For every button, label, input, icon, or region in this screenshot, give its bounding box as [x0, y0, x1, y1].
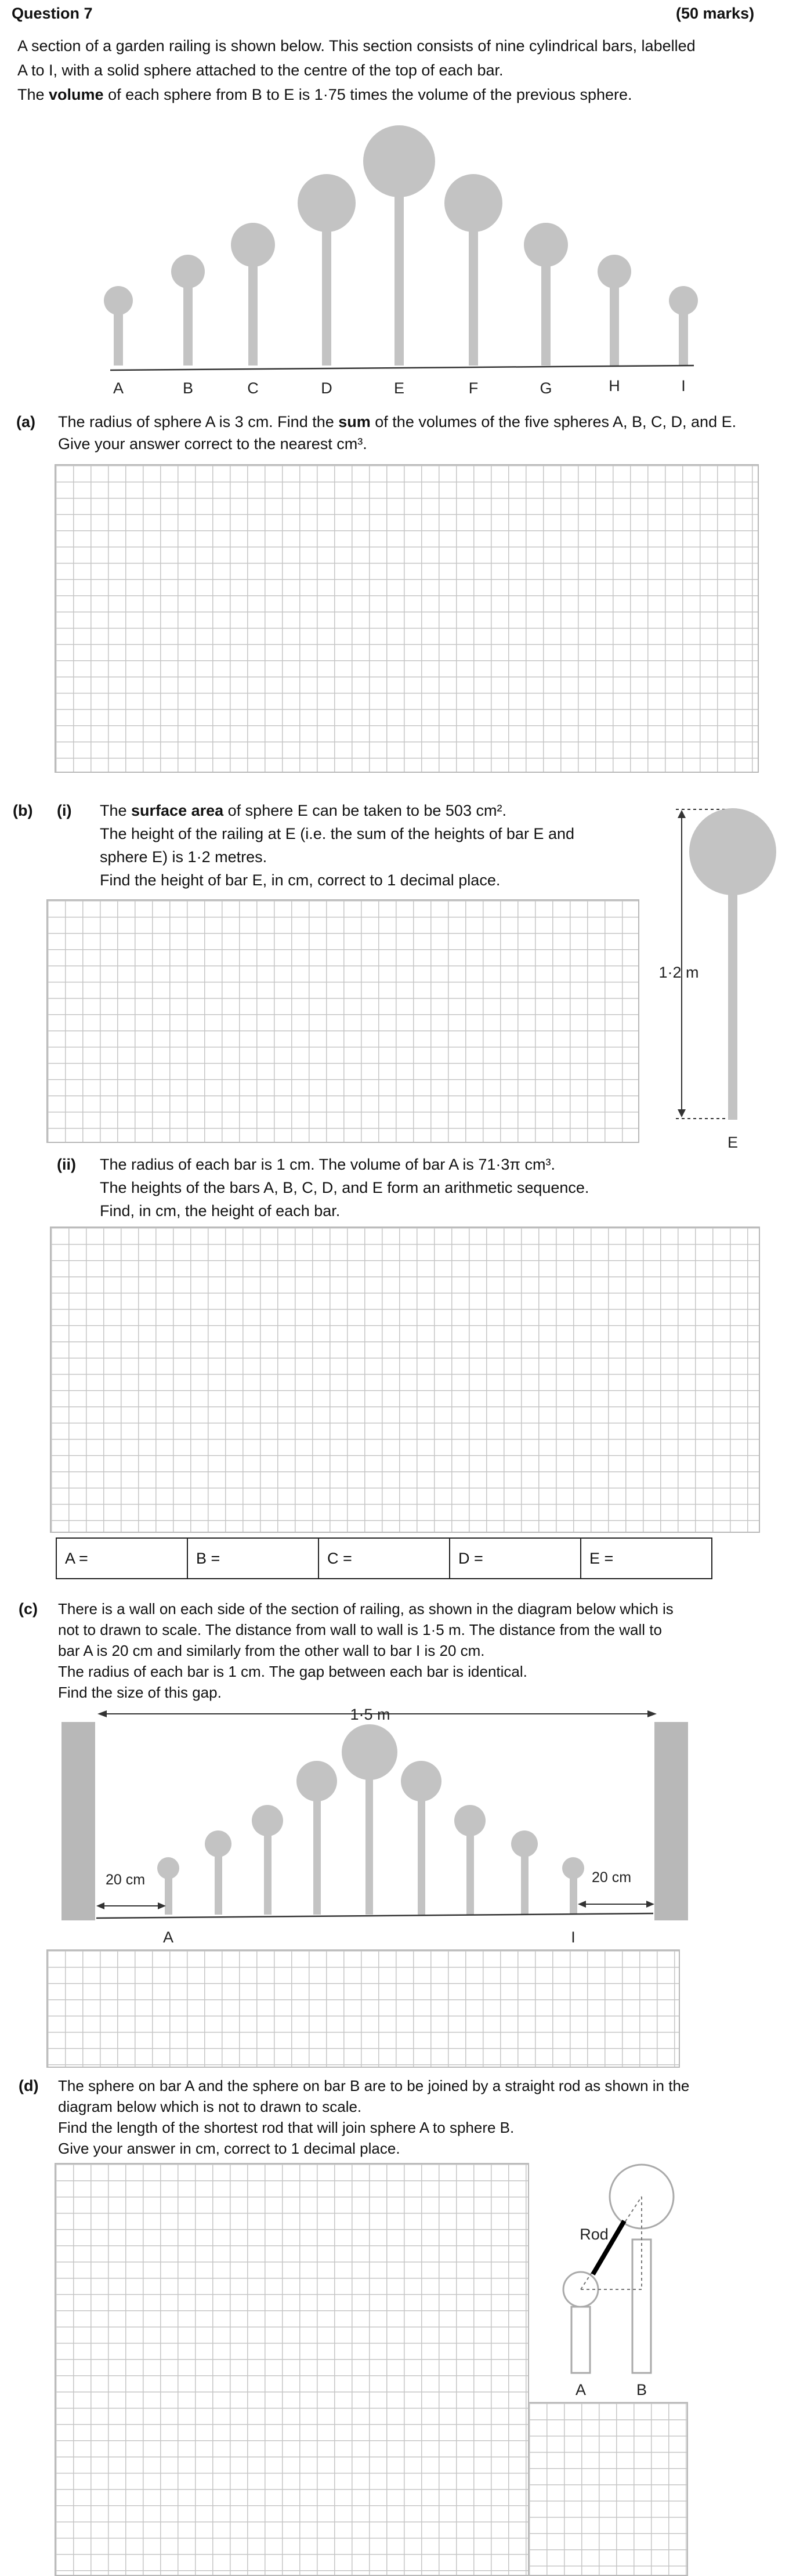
bar-label-a-c: A [162, 1929, 174, 1946]
part-d-line-4: Give your answer in cm, correct to 1 decimal place. [58, 2140, 400, 2157]
bar-label-i: I [681, 377, 686, 395]
width-arrow-right [647, 1710, 657, 1717]
part-d-line-2: diagram below which is not to drawn to scale. [58, 2098, 362, 2115]
answer-box-d[interactable]: D = [449, 1537, 581, 1579]
intro-line-3: The volume of each sphere from B to E is 1·75 times the volume of the previous sphere. [17, 86, 632, 103]
bar-label-g: G [540, 379, 552, 397]
rod-label: Rod [580, 2226, 609, 2243]
bar-label-h: H [609, 377, 620, 395]
part-a-line-2: Give your answer correct to the nearest cm³. [58, 435, 367, 453]
bar-e-label: E [727, 1134, 739, 1151]
bar-label-e: E [393, 379, 405, 397]
width-arrow-left [97, 1710, 107, 1717]
height-label: 1·2 m [658, 964, 699, 981]
sphere-c [231, 223, 275, 267]
height-arrow-top [678, 810, 686, 818]
sphere-g [524, 223, 568, 267]
bar-e-sphere [689, 808, 776, 895]
answer-grid-d-upper[interactable] [55, 2163, 529, 2576]
answer-grid-b-ii[interactable] [50, 1227, 760, 1533]
question-marks: (50 marks) [676, 5, 755, 22]
answer-box-b[interactable]: B = [187, 1537, 319, 1579]
left-wall [61, 1722, 95, 1920]
part-b-label: (b) [13, 802, 33, 819]
bar-label-d: D [321, 379, 332, 397]
part-d-line-3: Find the length of the shortest rod that will join sphere A to sphere B. [58, 2119, 515, 2136]
bar-label-b-d: B [636, 2381, 647, 2396]
railing-figure [0, 122, 789, 412]
bar-label-i-c: I [571, 1929, 576, 1946]
bar-e-rod [728, 859, 737, 1120]
bar-label-f: F [468, 379, 479, 397]
part-b-ii-line-2: The heights of the bars A, B, C, D, and E form an arithmetic sequence. [100, 1179, 589, 1196]
sum-emphasis: sum [338, 413, 371, 430]
sphere-d [298, 174, 356, 232]
part-c-line-2: not to drawn to scale. The distance from wall to wall is 1·5 m. The distance from the wall to [58, 1621, 662, 1638]
height-arrow-bottom [678, 1109, 686, 1117]
rod-figure [545, 2152, 696, 2396]
intro-line-1: A section of a garden railing is shown below. This section consists of nine cylindrical bars, labelled [17, 37, 696, 55]
part-c-line-1: There is a wall on each side of the section of railing, as shown in the diagram below which is [58, 1600, 674, 1618]
part-b-i-line-1: The surface area of sphere E can be taken to be 503 cm². [100, 802, 506, 819]
part-b-ii-label: (ii) [57, 1156, 76, 1173]
part-c-line-4: The radius of each bar is 1 cm. The gap between each bar is identical. [58, 1663, 527, 1680]
gap-label-left: 20 cm [105, 1872, 146, 1888]
part-b-ii-line-1: The radius of each bar is 1 cm. The volume of bar A is 71·3π cm³. [100, 1156, 555, 1173]
wall-railing-figure [0, 1706, 789, 1955]
gap-label-right: 20 cm [591, 1869, 632, 1886]
sphere-f [444, 174, 502, 232]
part-c-line-3: bar A is 20 cm and similarly from the other wall to bar I is 20 cm. [58, 1642, 485, 1659]
part-b-ii-line-3: Find, in cm, the height of each bar. [100, 1202, 341, 1220]
bar-a-outline [571, 2307, 590, 2373]
part-b-i-line-3: sphere E) is 1·2 metres. [100, 848, 267, 866]
part-b-i-line-2: The height of the railing at E (i.e. the sum of the heights of bar E and [100, 825, 574, 842]
answer-grid-d-lower[interactable] [528, 2402, 688, 2576]
bar-label-a-d: A [575, 2381, 587, 2396]
width-label: 1·5 m [350, 1706, 390, 1723]
part-b-i-label: (i) [57, 802, 72, 819]
answer-box-c[interactable]: C = [318, 1537, 450, 1579]
part-d-label: (d) [19, 2077, 39, 2094]
answer-box-e[interactable]: E = [580, 1537, 712, 1579]
answer-grid-a[interactable] [55, 464, 759, 773]
right-wall [654, 1722, 688, 1920]
bar-e-figure [644, 801, 789, 1160]
bar-label-c: C [247, 379, 259, 397]
part-d-line-1: The sphere on bar A and the sphere on bar B are to be joined by a straight rod as shown in the [58, 2077, 690, 2094]
sphere-h [598, 255, 631, 288]
answer-grid-b-i[interactable] [46, 899, 639, 1143]
part-c-line-5: Find the size of this gap. [58, 1684, 222, 1701]
answer-box-a[interactable]: A = [56, 1537, 188, 1579]
part-a-line-1: The radius of sphere A is 3 cm. Find the sum of the volumes of the five spheres A, B, C, D, and E. [58, 413, 737, 430]
ground-line [110, 366, 694, 370]
sphere-i [669, 286, 698, 315]
sphere-b [171, 255, 205, 288]
surface-area-emphasis: surface area [131, 802, 224, 819]
bar-b-outline [632, 2239, 651, 2373]
question-title: Question 7 [12, 5, 93, 22]
intro-line-2: A to I, with a solid sphere attached to the centre of the top of each bar. [17, 61, 504, 79]
bar-label-a: A [113, 379, 124, 397]
bar-label-b: B [182, 379, 194, 397]
part-a-label: (a) [16, 413, 35, 430]
sphere-a [104, 286, 133, 315]
sphere-e [363, 125, 435, 197]
part-c-label: (c) [19, 1600, 38, 1618]
answer-grid-c[interactable] [46, 1949, 680, 2068]
part-b-i-line-4: Find the height of bar E, in cm, correct to 1 decimal place. [100, 871, 501, 889]
ground-line-c [96, 1913, 653, 1918]
volume-emphasis: volume [49, 86, 104, 103]
